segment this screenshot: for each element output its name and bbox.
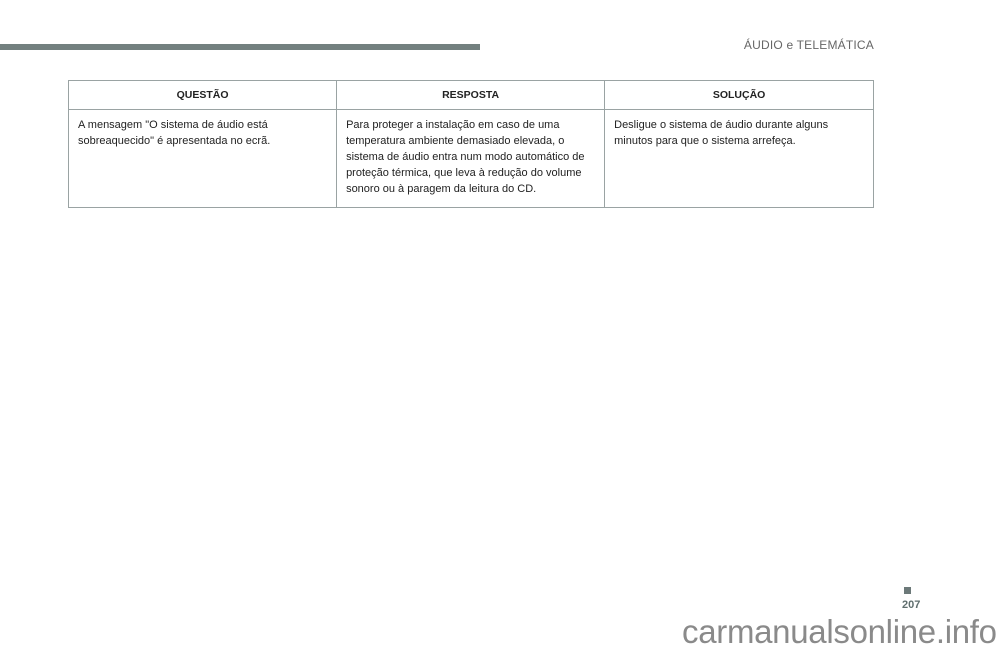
troubleshooting-table [68,80,874,208]
cell-questao: A mensagem "O sistema de áudio está sobreaquecido" é apresentada no ecrã. [69,110,337,208]
cell-solucao: Desligue o sistema de áudio durante alguns minutos para que o sistema arrefeça. [605,110,874,208]
section-title: ÁUDIO e TELEMÁTICA [743,38,874,52]
watermark: carmanualsonline.info [682,613,997,650]
column-header-questao: QUESTÃO [69,81,337,110]
table-row [69,110,874,208]
column-header-resposta: RESPOSTA [337,81,605,110]
cell-resposta: Para proteger a instalação em caso de uma temperatura ambiente demasiado elevada, o sistema de áudio entra num modo automático de proteção térmica, que leva à redução do volume sonoro ou à paragem da leitura do CD. [337,110,605,208]
page-marker-icon [904,587,911,594]
header-accent-bar [0,44,480,50]
table-header-row [69,81,874,110]
page-number: 207 [902,599,921,611]
column-header-solucao: SOLUÇÃO [605,81,874,110]
